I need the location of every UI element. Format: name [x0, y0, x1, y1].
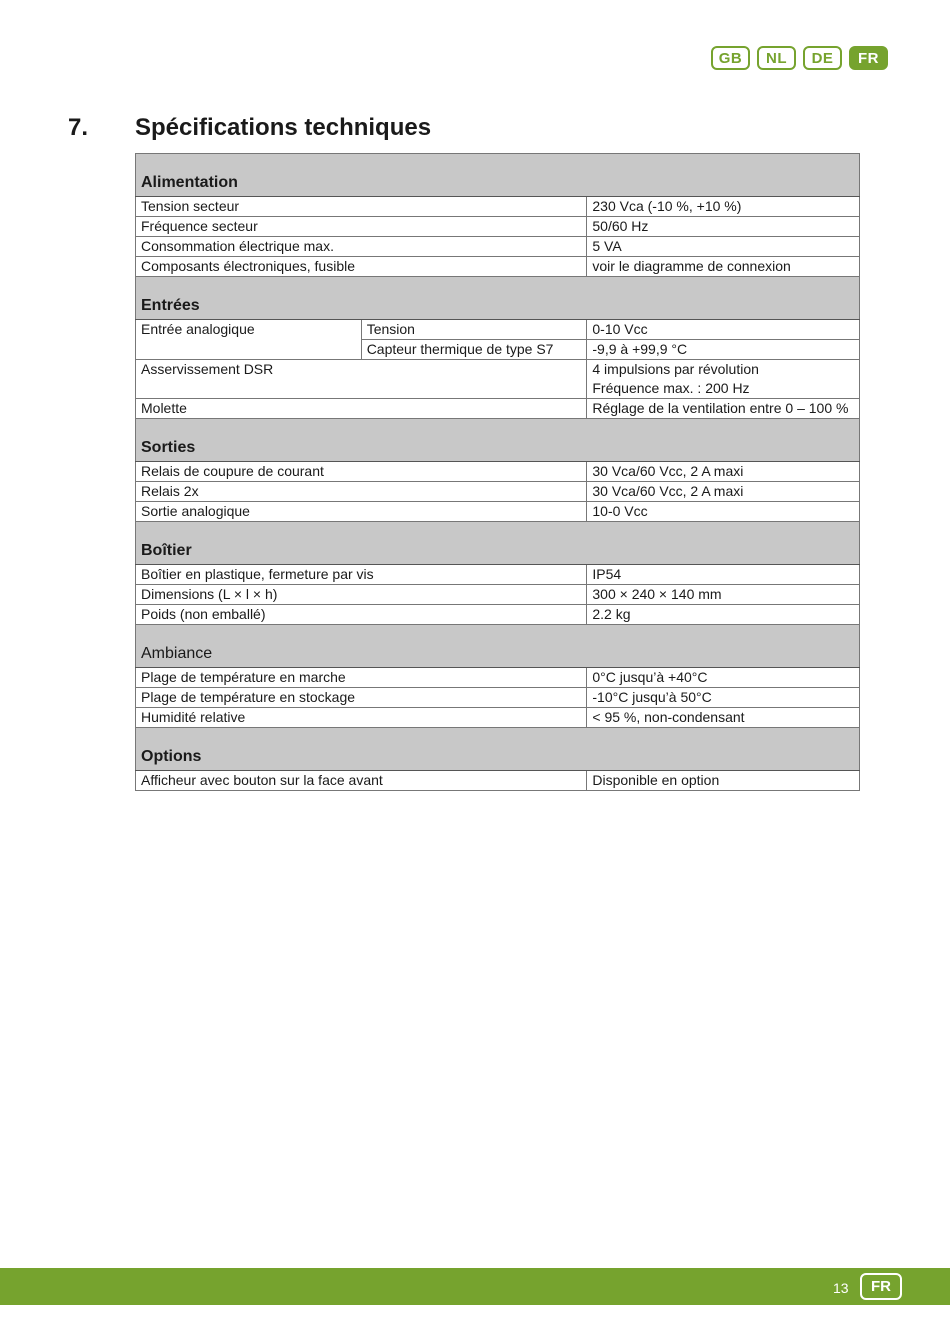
footer-language-tab: FR	[860, 1273, 902, 1300]
table-row	[136, 217, 860, 237]
specifications-table	[135, 153, 860, 791]
row-label: Plage de température en stockage	[136, 688, 587, 708]
row-value: 30 Vca/60 Vcc, 2 A maxi	[587, 462, 860, 482]
row-value: voir le diagramme de connexion	[587, 257, 860, 277]
lang-tab-nl[interactable]: NL	[757, 46, 796, 70]
page-title	[68, 114, 431, 142]
table-row	[136, 668, 860, 688]
row-label: Composants électroniques, fusible	[136, 257, 587, 277]
table-row	[136, 771, 860, 791]
row-label: Sortie analogique	[136, 502, 587, 522]
table-row	[136, 257, 860, 277]
row-value: Disponible en option	[587, 771, 860, 791]
row-label: Molette	[136, 399, 587, 419]
section-header-ambiance: Ambiance	[136, 625, 860, 668]
row-value: 5 VA	[587, 237, 860, 257]
row-value: Réglage de la ventilation entre 0 – 100 %	[587, 399, 860, 419]
row-value-line: 4 impulsions par révolution	[592, 361, 759, 377]
table-row	[136, 565, 860, 585]
row-label: Relais 2x	[136, 482, 587, 502]
row-value: 2.2 kg	[587, 605, 860, 625]
row-value: 300 × 240 × 140 mm	[587, 585, 860, 605]
section-header-sorties: Sorties	[136, 419, 860, 462]
row-label: Poids (non emballé)	[136, 605, 587, 625]
lang-tab-de[interactable]: DE	[803, 46, 842, 70]
table-row	[136, 502, 860, 522]
table-row	[136, 462, 860, 482]
section-header-options: Options	[136, 728, 860, 771]
row-value: IP54	[587, 565, 860, 585]
row-value: 10-0 Vcc	[587, 502, 860, 522]
page-number: 13	[833, 1280, 849, 1296]
table-row	[136, 237, 860, 257]
table-row	[136, 708, 860, 728]
section-header-alimentation: Alimentation	[136, 154, 860, 197]
table-row	[136, 360, 860, 399]
row-value: -9,9 à +99,9 °C	[587, 340, 860, 360]
row-value: -10°C jusqu’à 50°C	[587, 688, 860, 708]
row-value: 30 Vca/60 Vcc, 2 A maxi	[587, 482, 860, 502]
table-row	[136, 399, 860, 419]
row-label: Afficheur avec bouton sur la face avant	[136, 771, 587, 791]
row-value: < 95 %, non-condensant	[587, 708, 860, 728]
row-label: Plage de température en marche	[136, 668, 587, 688]
footer-bar	[0, 1268, 950, 1305]
language-tabs	[711, 46, 888, 70]
row-value	[587, 360, 860, 399]
table-row	[136, 688, 860, 708]
lang-tab-fr[interactable]: FR	[849, 46, 888, 70]
row-label: Dimensions (L × l × h)	[136, 585, 587, 605]
row-value: 50/60 Hz	[587, 217, 860, 237]
row-label: Relais de coupure de courant	[136, 462, 587, 482]
row-label: Fréquence secteur	[136, 217, 587, 237]
row-sublabel: Capteur thermique de type S7	[361, 340, 587, 360]
row-sublabel: Tension	[361, 320, 587, 340]
section-header-entrees: Entrées	[136, 277, 860, 320]
row-value: 0°C jusqu’à +40°C	[587, 668, 860, 688]
section-number: 7.	[68, 114, 89, 141]
lang-tab-gb[interactable]: GB	[711, 46, 750, 70]
table-row	[136, 482, 860, 502]
table-row	[136, 320, 860, 340]
table-row	[136, 585, 860, 605]
row-label: Humidité relative	[136, 708, 587, 728]
row-label: Tension secteur	[136, 197, 587, 217]
section-title: Spécifications techniques	[135, 114, 432, 141]
row-label: Boîtier en plastique, fermeture par vis	[136, 565, 587, 585]
table-row	[136, 605, 860, 625]
row-value: 230 Vca (-10 %, +10 %)	[587, 197, 860, 217]
row-label: Asservissement DSR	[136, 360, 587, 399]
section-header-boitier: Boîtier	[136, 522, 860, 565]
row-value-line: Fréquence max. : 200 Hz	[592, 380, 750, 396]
row-label: Entrée analogique	[136, 320, 362, 360]
row-label: Consommation électrique max.	[136, 237, 587, 257]
table-row	[136, 197, 860, 217]
row-value: 0-10 Vcc	[587, 320, 860, 340]
